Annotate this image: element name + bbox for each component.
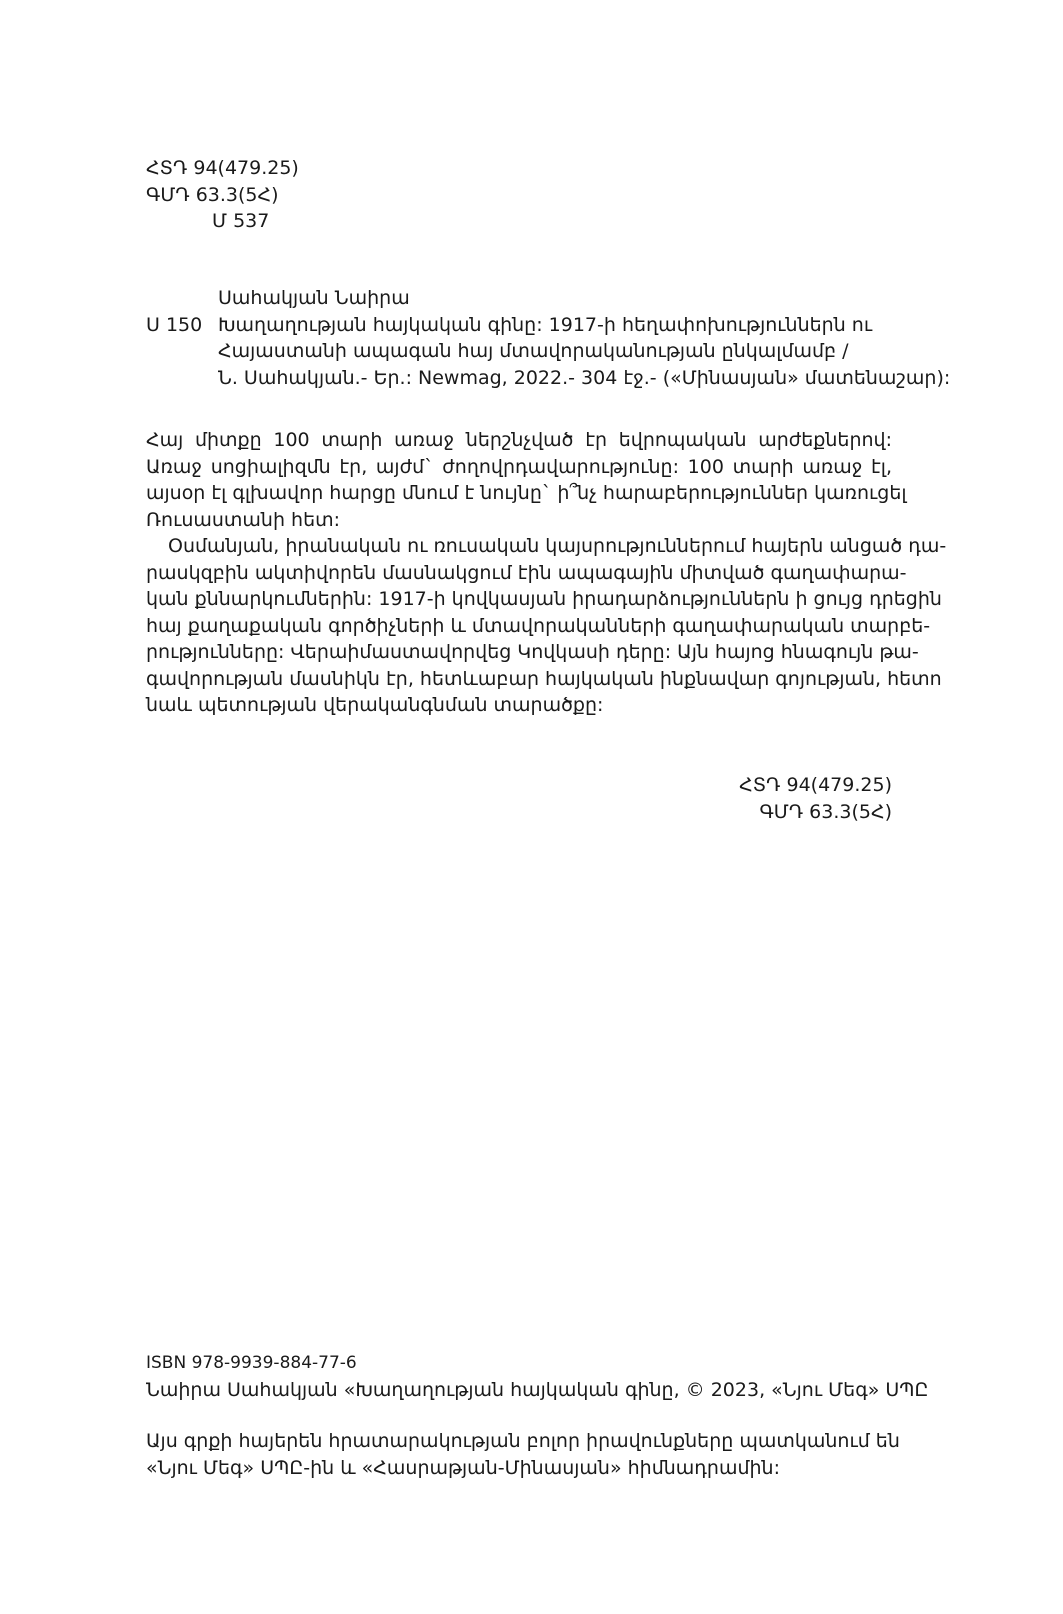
bbk-code: ԳՄԴ 63.3(5Հ) <box>146 183 279 206</box>
isbn-number: ISBN 978-9939-884-77-6 <box>146 1353 357 1373</box>
annotation-line: րասկզբին ակտիվորեն մասնակցում էին ապագային միտված գաղափարա- <box>146 561 907 584</box>
catalog-entry <box>146 285 951 391</box>
annotation-line: Առաջ սոցիալիզմն էր, այժմ` ժողովրդավարությունը: 100 տարի առաջ էլ, <box>146 455 892 478</box>
classification-codes-bottom <box>739 772 892 825</box>
catalog-code: Ս 150 <box>146 313 203 336</box>
annotation-line: Ռուսաստանի հետ: <box>146 508 341 531</box>
rights-statement <box>146 1428 900 1481</box>
catalog-line: Խաղաղության հայկական գինը: 1917-ի հեղափոխություններն ու <box>218 313 873 336</box>
annotation-line: հայ քաղաքական գործիչների և մտավորականների գաղափարական տարբե- <box>146 614 931 637</box>
rights-line: Այս գրքի հայերեն հրատարակության բոլոր իրավունքները պատկանում են <box>146 1430 900 1452</box>
udc-code: ՀՏԴ 94(479.25) <box>739 774 892 796</box>
annotation-line: այսօր էլ գլխավոր հարցը մնում է նույնը` ի՞նչ հարաբերություններ կառուցել <box>146 482 907 504</box>
annotation-line: կան քննարկումներին: 1917-ի կովկասյան իրադարձություններն ի ցույց դրեցին <box>146 588 942 610</box>
classification-codes-top <box>146 155 299 235</box>
bbk-code: ԳՄԴ 63.3(5Հ) <box>759 800 892 823</box>
annotation-paragraph-1 <box>146 427 907 533</box>
udc-code: ՀՏԴ 94(479.25) <box>146 157 299 179</box>
annotation-line: նաև պետության վերականգնման տարածքը: <box>146 694 604 716</box>
copyright-line: Նաիրա Սահակյան «Խաղաղության հայկական գինը, © 2023, «Նյու Մեգ» ՍՊԸ <box>146 1378 929 1401</box>
annotation-paragraph-2 <box>146 533 947 719</box>
catalog-line: Ն. Սահակյան.- Եր.: Newmag, 2022.- 304 էջ.- («Մինասյան» մատենաշար): <box>218 366 951 389</box>
isbn-block <box>146 1350 928 1403</box>
annotation <box>146 427 947 719</box>
catalog-author: Սահակյան Նաիրա <box>218 287 410 309</box>
annotation-line: Օսմանյան, իրանական ու ռուսական կայսրություններում հայերն անցած դա- <box>168 535 947 557</box>
rights-line: «Նյու Մեգ» ՍՊԸ-ին և «Հասրաթյան-Մինասյան» հիմնադրամին: <box>146 1456 780 1479</box>
annotation-line: րությունները: Վերաիմաստավորվեց Կովկասի դերը: Այն հայոց հնագույն թա- <box>146 641 919 663</box>
annotation-line: Հայ միտքը 100 տարի առաջ ներշնչված էր եվրոպական արժեքներով: <box>146 429 892 451</box>
author-sign: Մ 537 <box>212 210 270 232</box>
annotation-line: գավորության մասնիկն էր, հետևաբար հայկական ինքնավար գոյության, հետո <box>146 667 942 690</box>
catalog-line: Հայաստանի ապագան հայ մտավորականության ընկալմամբ / <box>218 340 849 362</box>
